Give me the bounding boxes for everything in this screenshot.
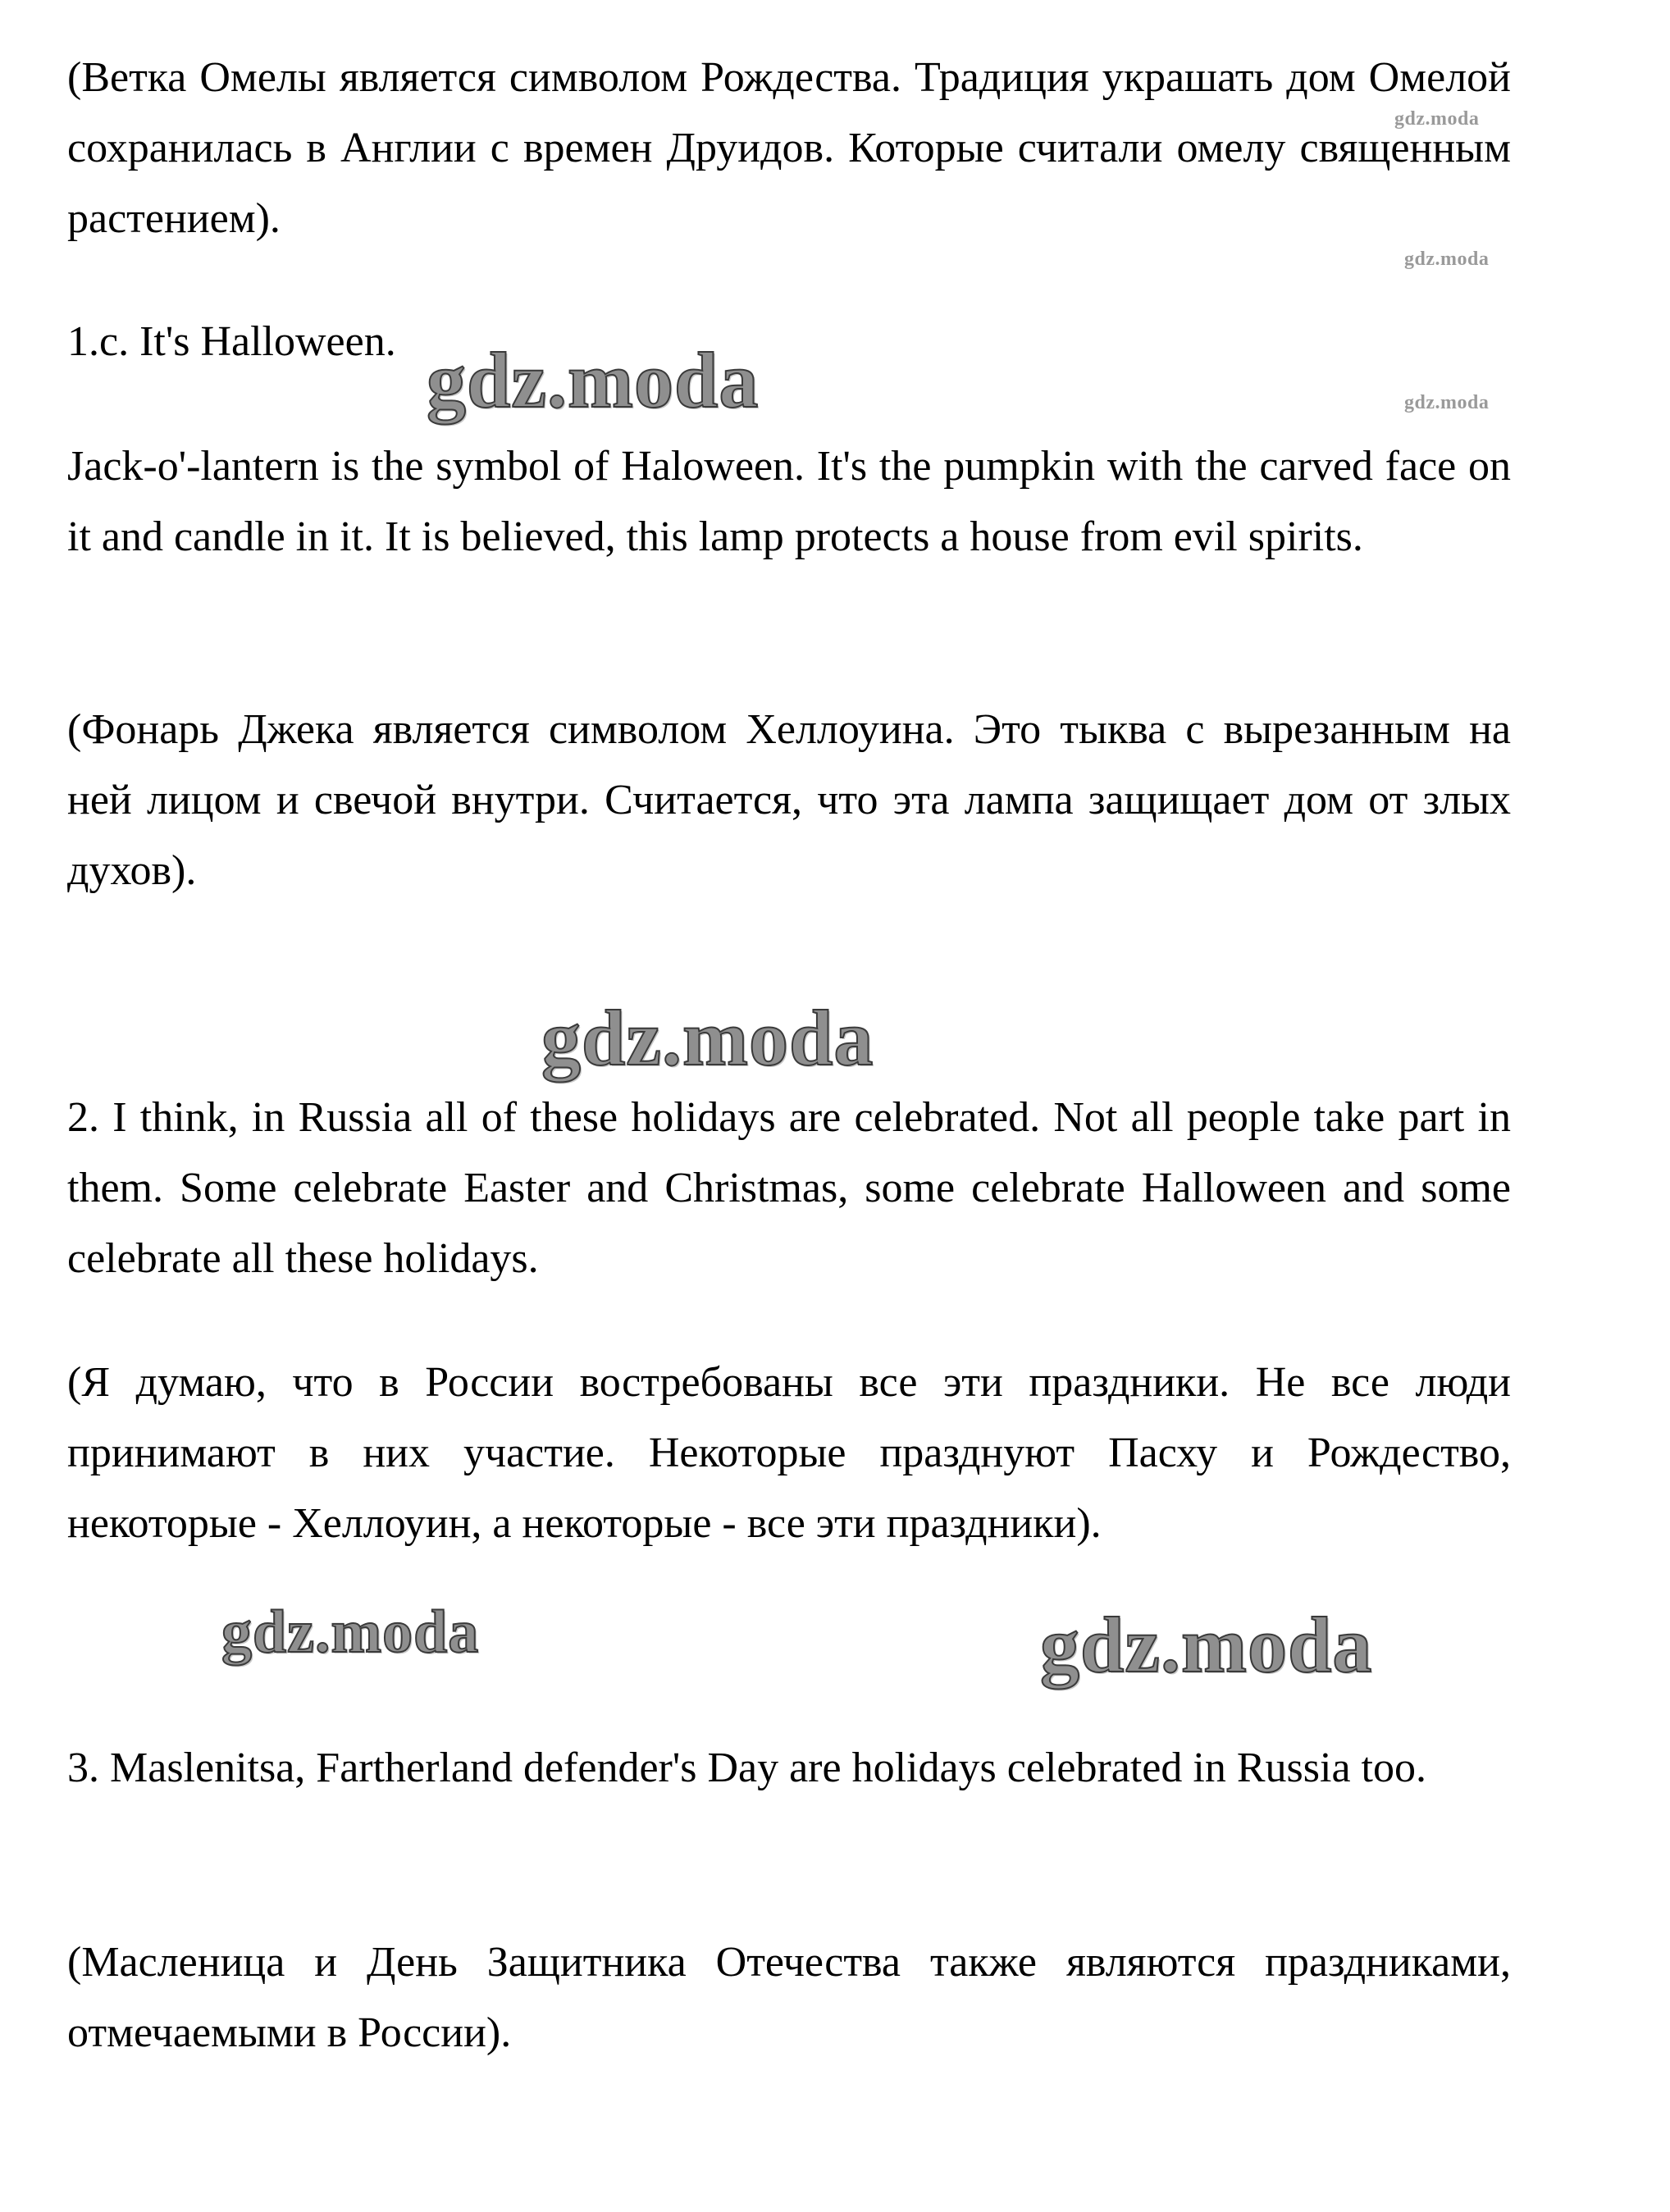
watermark-large: gdz.moda <box>221 1599 480 1666</box>
heading-1c-halloween: 1.c. It's Halloween. <box>67 318 396 365</box>
paragraph-mistletoe-translation: (Ветка Омелы является символом Рождества. Традиция украшать дом Омелой сохранилась в Англии с времен Друидов. Которые считали омелу священным растением). <box>67 54 1511 242</box>
paragraph-3-maslenitsa: 3. Maslenitsa, Fartherland defender's Day are holidays celebrated in Russia too. <box>67 1745 1426 1791</box>
paragraph-3-translation: (Масленица и День Защитника Отечества также являются праздниками, отмечаемыми в России). <box>67 1939 1511 2056</box>
paragraph-2-holidays-in-russia: 2. I think, in Russia all of these holidays are celebrated. Not all people take part in them. Some celebrate Easter and Christmas, some celebrate Halloween and some celebrate all these holidays. <box>67 1094 1511 1282</box>
watermark-small: gdz.moda <box>1404 392 1490 413</box>
paragraph-2-translation: (Я думаю, что в России востребованы все эти праздники. Не все люди принимают в них участие. Некоторые празднуют Пасху и Рождество, некоторые - Хеллоуин, а некоторые - все эти праздники). <box>67 1359 1511 1547</box>
watermark-large: gdz.moda <box>1040 1601 1373 1689</box>
paragraph-jack-o-lantern-translation: (Фонарь Джека является символом Хеллоуина. Это тыква с вырезанным на ней лицом и свечой внутри. Считается, что эта лампа защищает дом от злых духов). <box>67 706 1511 894</box>
watermark-large: gdz.moda <box>541 994 874 1082</box>
watermark-small: gdz.moda <box>1404 249 1490 270</box>
watermark-large: gdz.moda <box>427 336 760 424</box>
watermark-small: gdz.moda <box>1394 108 1480 130</box>
paragraph-jack-o-lantern: Jack-o'-lantern is the symbol of Haloween. It's the pumpkin with the carved face on it and candle in it. It is believed, this lamp protects a house from evil spirits. <box>67 443 1511 560</box>
